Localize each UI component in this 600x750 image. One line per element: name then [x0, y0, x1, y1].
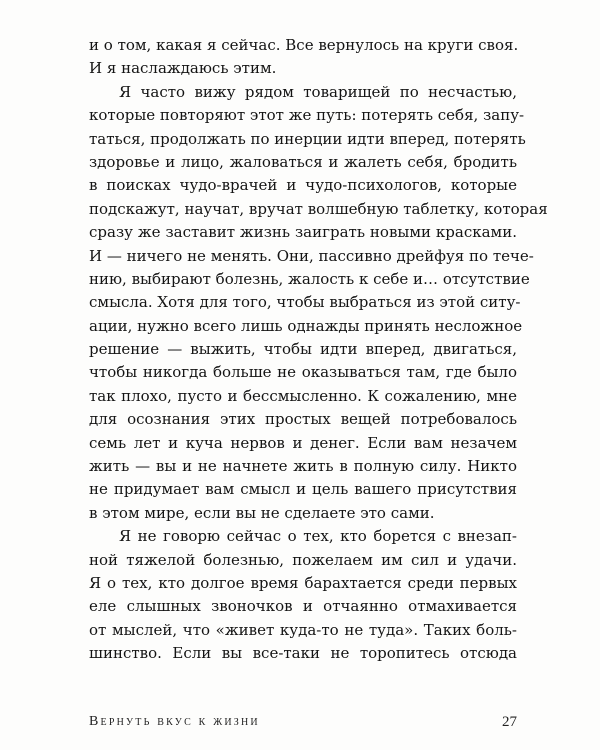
text-line: не придумает вам смысл и цель вашего присутствия	[89, 480, 517, 499]
text-line: в поисках чудо-врачей и чудо-психологов, которые	[89, 176, 517, 195]
text-line: жить — вы и не начнете жить в полную силу. Никто	[89, 457, 517, 476]
page-number: 27	[502, 714, 517, 730]
text-line: здоровье и лицо, жаловаться и жалеть себя, бродить	[89, 152, 517, 171]
text-line: решение — выжить, чтобы идти вперед, двигаться,	[89, 340, 517, 359]
text-line: подскажут, научат, вручат волшебную таблетку, которая	[89, 199, 548, 218]
text-line: шинство. Если вы все-таки не торопитесь отсюда	[89, 644, 517, 663]
paragraph-end-line: в этом мире, если вы не сделаете это сами.	[89, 503, 435, 522]
page-footer	[89, 712, 517, 732]
running-head: Вернуть вкус к жизни	[89, 714, 260, 729]
text-line: нию, выбирают болезнь, жалость к себе и… отсутствие	[89, 269, 530, 288]
text-line: Я о тех, кто долгое время барахтается среди первых	[89, 573, 517, 592]
text-line: еле слышных звоночков и отчаянно отмахивается	[89, 597, 517, 616]
text-line: ации, нужно всего лишь однажды принять несложное	[89, 316, 523, 335]
text-line: И я наслаждаюсь этим.	[89, 59, 277, 78]
text-line: таться, продолжать по инерции идти вперед, потерять	[89, 129, 526, 148]
text-line: сразу же заставит жизнь заиграть новыми красками.	[89, 223, 517, 242]
text-line: которые повторяют этот же путь: потерять себя, запу-	[89, 106, 525, 125]
text-line: семь лет и куча нервов и денег. Если вам незачем	[89, 433, 517, 452]
paragraph-start-line: Я часто вижу рядом товарищей по несчастью,	[119, 82, 517, 101]
text-line: от мыслей, что «живет куда-то не туда». Таких боль-	[89, 620, 517, 639]
text-line: так плохо, пусто и бессмысленно. К сожалению, мне	[89, 386, 517, 405]
text-line: смысла. Хотя для того, чтобы выбраться из этой ситу-	[89, 293, 521, 312]
text-line: И — ничего не менять. Они, пассивно дрейфуя по тече-	[89, 246, 534, 265]
body-text	[89, 34, 548, 666]
text-line: ной тяжелой болезнью, пожелаем им сил и удачи.	[89, 550, 517, 569]
text-line: чтобы никогда больше не оказываться там, где было	[89, 363, 517, 382]
text-line: для осознания этих простых вещей потребовалось	[89, 410, 517, 429]
text-line: и о том, какая я сейчас. Все вернулось на круги своя.	[89, 36, 519, 54]
paragraph-start-line: Я не говорю сейчас о тех, кто борется с внезап-	[119, 527, 517, 546]
